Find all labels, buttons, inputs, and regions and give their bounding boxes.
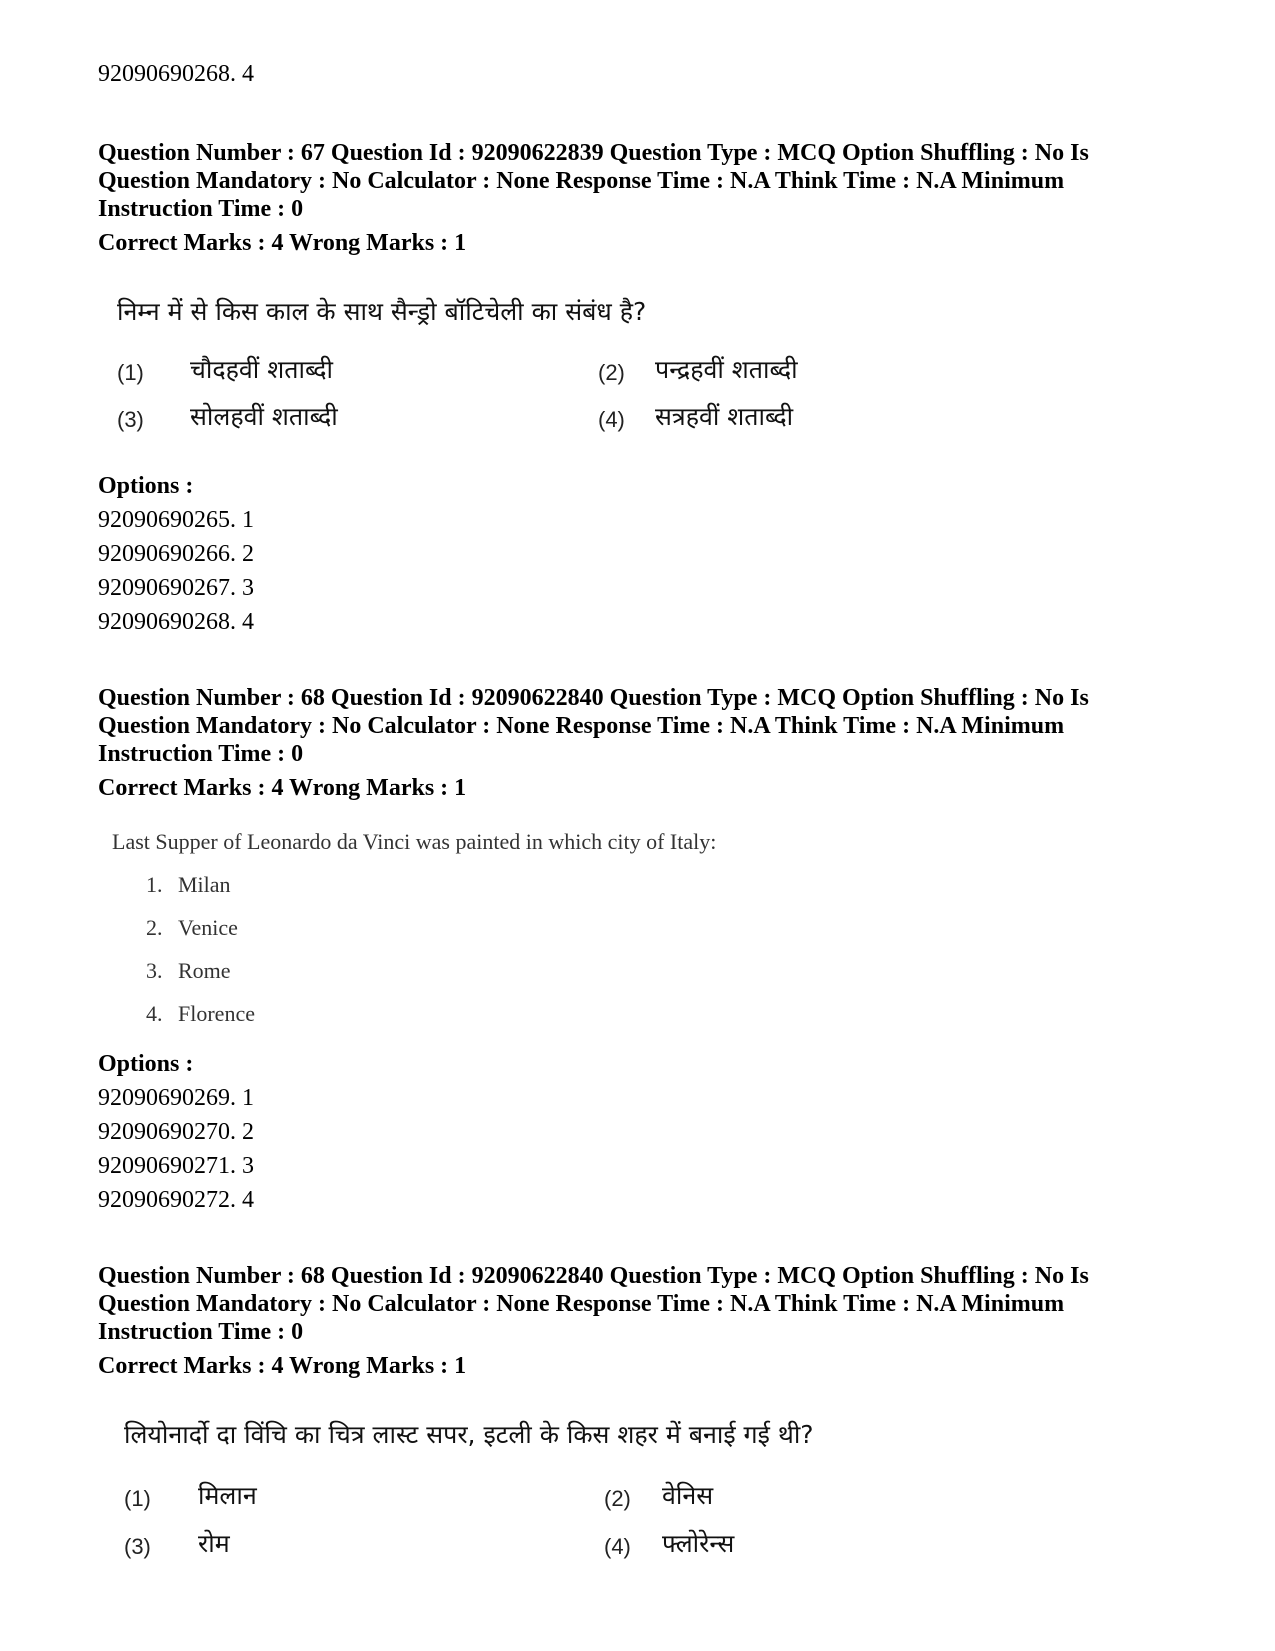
question-67-option-4: 92090690268. 4: [98, 609, 254, 635]
question-68-option-2: 92090690270. 2: [98, 1119, 254, 1145]
question-68-marks: Correct Marks : 4 Wrong Marks : 1: [98, 775, 467, 801]
question-68-choice-1: 1. Milan: [146, 872, 231, 897]
question-67-choice-2-text: पन्द्रहवीं शताब्दी: [655, 355, 798, 384]
question-67-choice-3-number: (3): [117, 407, 144, 432]
question-68-choice-3: 3. Rome: [146, 958, 231, 983]
question-68-option-3: 92090690271. 3: [98, 1153, 254, 1179]
question-68-hindi-choice-1-text: मिलान: [198, 1481, 257, 1510]
question-68-hindi-choice-4-number: (4): [604, 1534, 631, 1559]
question-67-marks: Correct Marks : 4 Wrong Marks : 1: [98, 230, 467, 256]
question-68-hindi-meta: Question Number : 68 Question Id : 92090622840 Question Type : MCQ Option Shuffling : No Is Question Mandatory : No Calculator : None Response Time : N.A Think Time : N.A Minimum Instruction Time : 0: [98, 1263, 1089, 1345]
question-68-meta: Question Number : 68 Question Id : 92090622840 Question Type : MCQ Option Shuffling : No Is Question Mandatory : No Calculator : None Response Time : N.A Think Time : N.A Minimum Instruction Time : 0: [98, 685, 1089, 767]
question-68-hindi-choice-4-text: फ्लोरेन्स: [662, 1529, 735, 1558]
question-67-choice-1-text: चौदहवीं शताब्दी: [190, 355, 334, 384]
question-67-choice-1-number: (1): [117, 360, 144, 385]
question-68-hindi-choice-2-text: वेनिस: [662, 1481, 714, 1510]
question-68-choice-2: 2. Venice: [146, 915, 238, 940]
question-67-choice-4-text: सत्रहवीं शताब्दी: [655, 402, 794, 431]
question-68-hindi-choice-2-number: (2): [604, 1486, 631, 1511]
question-68-text: Last Supper of Leonardo da Vinci was painted in which city of Italy:: [112, 829, 717, 854]
question-67-choice-3-text: सोलहवीं शताब्दी: [190, 402, 338, 431]
question-68-options-label: Options :: [98, 1051, 194, 1077]
question-68-option-4: 92090690272. 4: [98, 1187, 254, 1213]
question-67-choice-4-number: (4): [598, 407, 625, 432]
question-67-options-label: Options :: [98, 473, 194, 499]
question-67-meta: Question Number : 67 Question Id : 92090622839 Question Type : MCQ Option Shuffling : No Is Question Mandatory : No Calculator : None Response Time : N.A Think Time : N.A Minimum Instruction Time : 0: [98, 140, 1089, 222]
question-68-hindi-marks: Correct Marks : 4 Wrong Marks : 1: [98, 1353, 467, 1379]
question-68-hindi-choice-3-text: रोम: [198, 1529, 230, 1558]
question-67-option-1: 92090690265. 1: [98, 507, 254, 533]
question-68-hindi-choice-3-number: (3): [124, 1534, 151, 1559]
question-67-option-2: 92090690266. 2: [98, 541, 254, 567]
question-67-choice-2-number: (2): [598, 360, 625, 385]
question-67-option-3: 92090690267. 3: [98, 575, 254, 601]
question-68-option-1: 92090690269. 1: [98, 1085, 254, 1111]
question-68-hindi-text: लियोनार्दो दा विंचि का चित्र लास्ट सपर, इटली के किस शहर में बनाई गई थी?: [124, 1420, 814, 1449]
question-68-hindi-choice-1-number: (1): [124, 1486, 151, 1511]
question-68-choice-4: 4. Florence: [146, 1001, 255, 1026]
previous-option-line: 92090690268. 4: [98, 61, 254, 87]
question-67-text: निम्न में से किस काल के साथ सैन्ड्रो बॉटिचेली का संबंध है?: [117, 297, 647, 326]
